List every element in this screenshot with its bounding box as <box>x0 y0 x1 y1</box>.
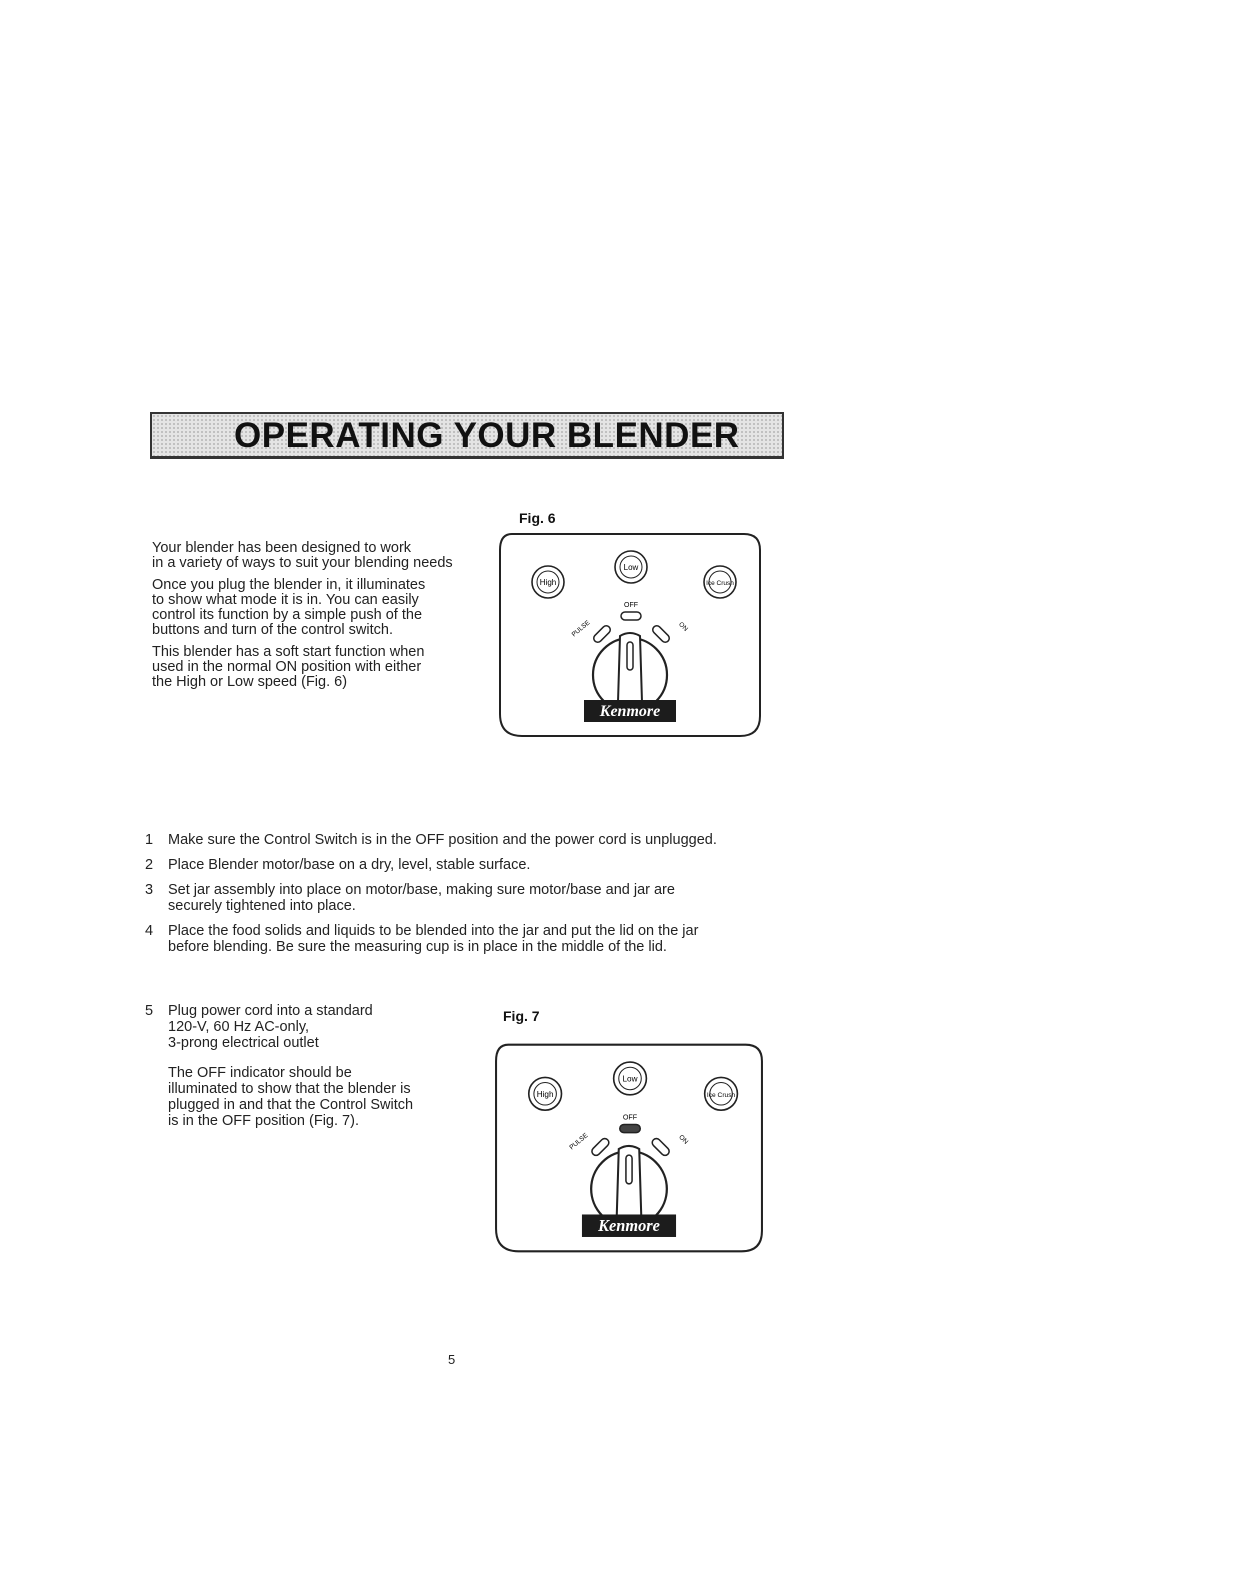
fig-6-control-panel <box>498 532 762 738</box>
step-number: 1 <box>145 832 154 848</box>
low-button-label: Low <box>622 1074 638 1084</box>
pulse-label: PULSE <box>568 1132 590 1152</box>
on-label: ON <box>677 1133 690 1146</box>
pulse-label: PULSE <box>570 619 592 639</box>
step-number: 3 <box>145 882 154 898</box>
off-label: OFF <box>624 602 638 609</box>
step-item <box>145 832 785 848</box>
ice-crush-button-label: Ice Crush <box>706 1091 736 1099</box>
off-indicator <box>621 612 641 620</box>
step-text: Place the food solids and liquids to be blended into the jar and put the lid on the jar before blending. Be sure the measuring cup is in place in the middle of the lid. <box>168 923 699 955</box>
high-button[interactable] <box>532 566 564 598</box>
high-button[interactable] <box>529 1077 562 1110</box>
fig-7-label: Fig. 7 <box>503 1008 540 1024</box>
step-number: 4 <box>145 923 154 939</box>
off-indicator-lit <box>620 1124 640 1132</box>
ice-crush-button[interactable] <box>704 566 736 598</box>
on-label: ON <box>677 621 689 633</box>
intro-text <box>152 541 492 697</box>
step-number: 5 <box>145 1003 154 1019</box>
kenmore-logo <box>582 1214 676 1237</box>
step-item <box>145 882 785 914</box>
intro-paragraph-3: This blender has a soft start function when used in the normal ON position with either the High or Low speed (Fig. 6) <box>152 644 425 690</box>
ice-crush-button[interactable] <box>705 1077 738 1110</box>
step-item-5 <box>145 1003 455 1129</box>
fig-7-control-panel <box>494 1030 758 1236</box>
kenmore-logo <box>584 700 676 722</box>
intro-paragraph-1: Your blender has been designed to work in a variety of ways to suit your blending needs <box>152 540 453 571</box>
low-button[interactable] <box>614 1062 647 1095</box>
step-item <box>145 857 785 873</box>
title-banner <box>150 412 784 459</box>
step-text: Place Blender motor/base on a dry, level, stable surface. <box>168 857 531 873</box>
brand-text: Kenmore <box>599 703 661 720</box>
off-label: OFF <box>622 1113 638 1122</box>
high-button-label: High <box>536 1089 554 1099</box>
step-number: 2 <box>145 857 154 873</box>
step-note: The OFF indicator should be illuminated to show that the blender is plugged in and that the Control Switch is in the OFF position (Fig. 7). <box>168 1065 414 1129</box>
page-number: 5 <box>448 1352 456 1367</box>
low-button[interactable] <box>615 551 647 583</box>
low-button-label: Low <box>623 563 639 572</box>
fig-6-label: Fig. 6 <box>519 510 556 526</box>
step-text: Make sure the Control Switch is in the OFF position and the power cord is unplugged. <box>168 832 717 848</box>
high-button-label: High <box>539 578 557 587</box>
ice-crush-button-label: Ice Crush <box>706 580 734 587</box>
brand-text: Kenmore <box>598 1215 660 1235</box>
page-title: OPERATING YOUR BLENDER <box>234 416 740 455</box>
step-text: Set jar assembly into place on motor/base, making sure motor/base and jar are securely tightened into place. <box>168 882 675 914</box>
intro-paragraph-2: Once you plug the blender in, it illuminates to show what mode it is in. You can easily control its function by a simple push of the buttons and turn of the control switch. <box>152 577 426 638</box>
step-item <box>145 923 785 955</box>
instruction-steps <box>145 832 785 964</box>
step-text: Plug power cord into a standard 120-V, 60 Hz AC-only, 3-prong electrical outlet <box>168 1003 373 1051</box>
